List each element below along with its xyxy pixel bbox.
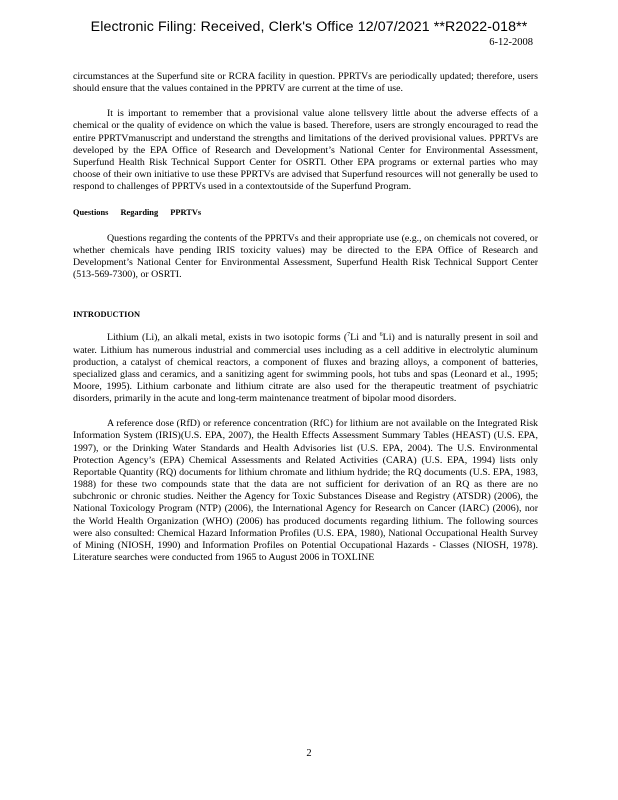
- page-number: 2: [306, 748, 312, 759]
- document-body: [73, 71, 538, 564]
- paragraph-reference-dose: A reference dose (RfD) or reference concentration (RfC) for lithium are not available on the Integrated Risk Information System (IRIS)(U.S. EPA, 2007), the Health Effects Assessment Summary Tables (HEAST) (U.S. EPA, 1997), or the Drinking Water Standards and Health Advisories list (U.S. EPA, 2004). The U.S. Environmental Protection Agency’s (EPA) Chemical Assessments and Related Activities (CARA) (U.S. EPA, 1994) lists only Reportable Quantity (RQ) documents for lithium chromate and lithium hydride; the RQ documents (U.S. EPA, 1983, 1988) for these two compounds state that the data are not sufficient for derivation of an RQ as there are no subchronic or chronic studies. Neither the Agency for Toxic Substances Disease and Registry (ATSDR) (2006), the National Toxicology Program (NTP) (2006), the International Agency for Research on Cancer (IARC) (2006), nor the World Health Organization (WHO) (2006) has produced documents regarding lithium. The following sources were also consulted: Chemical Hazard Information Profiles (U.S. EPA, 1980), National Occupational Health Survey of Mining (NIOSH, 1990) and Information Profiles on Potential Occupational Hazards - Classes (NIOSH, 1978). Literature searches were conducted from 1965 to August 2006 in TOXLINE: [73, 418, 538, 563]
- paragraph-questions: Questions regarding the contents of the PPRTVs and their appropriate use (e.g., on chemicals not covered, or whether chemicals have pending IRIS toxicity values) may be directed to the EPA Office of Research and Development’s National Center for Environmental Assessment, Superfund Health Risk Technical Support Center (513-569-7300), or OSRTI.: [73, 232, 538, 281]
- section-heading-questions: Questions Regarding PPRTVs: [73, 208, 202, 218]
- paragraph-provisional-values: It is important to remember that a provisional value alone tellsvery little about the adverse effects of a chemical or the quality of evidence on which the value is based. Therefore, users are strongly encouraged to read the entire PPRTVmanuscript and understand the strengths and limitations of the derived provisional values. PPRTVs are developed by the EPA Office of Research and Development’s National Center for Environmental Assessment, Superfund Health Risk Technical Support Center for OSRTI. Other EPA programs or external parties who may choose of their own initiative to use these PPRTVs are advised that Superfund resources will not generally be used to respond to challenges of PPRTVs used in a contextoutside of the Superfund Program.: [73, 108, 538, 193]
- document-date: 6-12-2008: [489, 37, 533, 48]
- section-heading-introduction: INTRODUCTION: [73, 310, 141, 320]
- filing-stamp: Electronic Filing: Received, Clerk's Office 12/07/2021 **R2022-018**: [90, 19, 528, 35]
- paragraph-continued: circumstances at the Superfund site or RCRA facility in question. PPRTVs are periodically updated; therefore, users should ensure that the values contained in the PPRTV are current at the time of use.: [73, 71, 538, 95]
- paragraph-lithium-overview: Lithium (Li), an alkali metal, exists in two isotopic forms ($^7$Li and $^6$Li) and is naturally present in soil and water. Lithium has numerous industrial and commercial uses including as a cell additive in electrolytic aluminum production, a catalyst of chemical reactors, a component of fluxes and brazing alloys, a component of batteries, specialized glass and ceramics, and a sanitizing agent for swimming pools, hot tubs and spas (Leonard et al., 1995; Moore, 1995). Lithium carbonate and lithium citrate are also used for the therapeutic treatment of psychiatric disorders, primarily in the acute and long-term maintenance treatment of bipolar mood disorders.: [73, 332, 538, 405]
